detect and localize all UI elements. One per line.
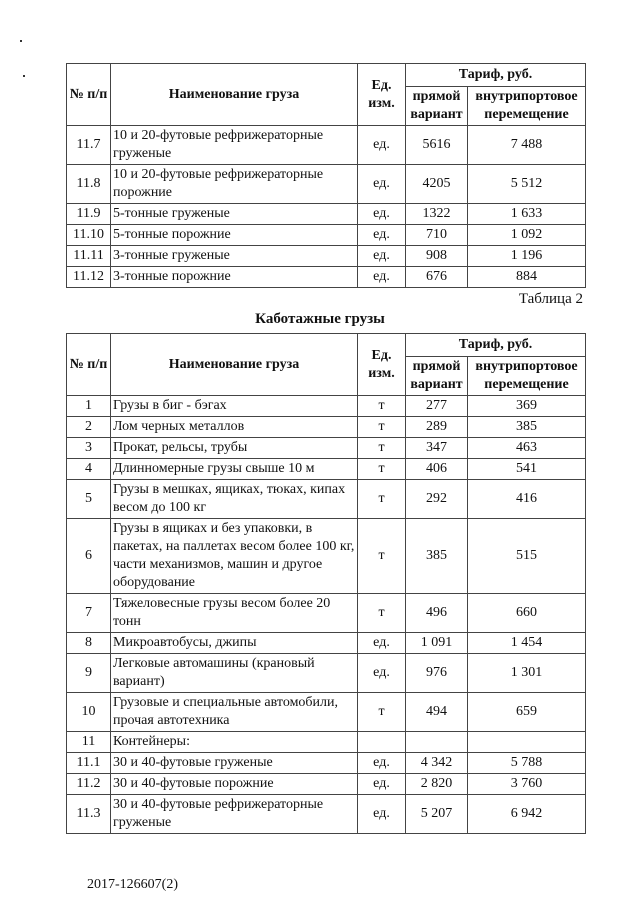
scan-speck <box>23 75 25 77</box>
tariff-direct: 292 <box>406 480 468 519</box>
table-row <box>67 594 586 633</box>
table-row <box>67 693 586 732</box>
table-row <box>67 204 586 225</box>
table-row <box>67 225 586 246</box>
unit: ед. <box>358 246 406 267</box>
unit: т <box>358 519 406 594</box>
tariff-direct: 676 <box>406 267 468 288</box>
row-number: 11.8 <box>67 165 111 204</box>
tariff-direct: 1322 <box>406 204 468 225</box>
row-number: 11.7 <box>67 126 111 165</box>
cargo-name: Микроавтобусы, джипы <box>111 633 358 654</box>
table-row <box>67 633 586 654</box>
tariff-internal: 884 <box>468 267 586 288</box>
cargo-name: Длинномерные грузы свыше 10 м <box>111 459 358 480</box>
tariff-direct: 5616 <box>406 126 468 165</box>
table-row <box>67 267 586 288</box>
tariff-direct: 385 <box>406 519 468 594</box>
row-number: 9 <box>67 654 111 693</box>
table-label: Таблица 2 <box>518 291 583 307</box>
tariff-internal: 5 788 <box>468 753 586 774</box>
unit: ед. <box>358 654 406 693</box>
header-name: Наименование груза <box>111 334 358 396</box>
header-direct: прямой вариант <box>406 87 468 126</box>
cargo-name: 5-тонные груженые <box>111 204 358 225</box>
table-row <box>67 795 586 834</box>
tariff-direct: 277 <box>406 396 468 417</box>
row-number: 11.2 <box>67 774 111 795</box>
table-row <box>67 519 586 594</box>
unit: т <box>358 438 406 459</box>
tariff-internal: 369 <box>468 396 586 417</box>
tariff-table-coastal-cargo <box>66 333 586 834</box>
cargo-name: 30 и 40-футовые рефрижераторные груженые <box>111 795 358 834</box>
unit: ед. <box>358 753 406 774</box>
tariff-direct: 347 <box>406 438 468 459</box>
tariff-internal: 416 <box>468 480 586 519</box>
row-number: 11.12 <box>67 267 111 288</box>
header-internal: внутрипортовое перемещение <box>468 87 586 126</box>
header-tariff: Тариф, руб. <box>406 64 586 87</box>
row-number: 11.3 <box>67 795 111 834</box>
table-row <box>67 774 586 795</box>
row-number: 8 <box>67 633 111 654</box>
row-number: 3 <box>67 438 111 459</box>
tariff-direct: 2 820 <box>406 774 468 795</box>
unit: т <box>358 480 406 519</box>
cargo-name: Легковые автомашины (крановый вариант) <box>111 654 358 693</box>
row-number: 11.9 <box>67 204 111 225</box>
tariff-direct: 406 <box>406 459 468 480</box>
cargo-name: Контейнеры: <box>111 732 358 753</box>
tariff-direct <box>406 732 468 753</box>
row-number: 6 <box>67 519 111 594</box>
unit: ед. <box>358 225 406 246</box>
tariff-internal <box>468 732 586 753</box>
table-row <box>67 753 586 774</box>
unit: ед. <box>358 774 406 795</box>
table-row <box>67 438 586 459</box>
header-num: № п/п <box>67 64 111 126</box>
tariff-internal: 1 454 <box>468 633 586 654</box>
table-row <box>67 480 586 519</box>
unit: ед. <box>358 633 406 654</box>
cargo-name: 30 и 40-футовые груженые <box>111 753 358 774</box>
table-row <box>67 654 586 693</box>
unit: т <box>358 417 406 438</box>
cargo-name: Грузы в мешках, ящиках, тюках, кипах весом до 100 кг <box>111 480 358 519</box>
table-row <box>67 246 586 267</box>
table-row <box>67 165 586 204</box>
tariff-internal: 659 <box>468 693 586 732</box>
unit: ед. <box>358 126 406 165</box>
tariff-internal: 541 <box>468 459 586 480</box>
tariff-internal: 1 633 <box>468 204 586 225</box>
tariff-direct: 4 342 <box>406 753 468 774</box>
tariff-direct: 908 <box>406 246 468 267</box>
tariff-internal: 1 092 <box>468 225 586 246</box>
table-title: Каботажные грузы <box>255 311 385 327</box>
tariff-direct: 289 <box>406 417 468 438</box>
unit: ед. <box>358 165 406 204</box>
row-number: 11.11 <box>67 246 111 267</box>
tariff-direct: 4205 <box>406 165 468 204</box>
unit: т <box>358 693 406 732</box>
cargo-name: 10 и 20-футовые рефрижераторные порожние <box>111 165 358 204</box>
header-unit: Ед. изм. <box>358 334 406 396</box>
cargo-name: Грузовые и специальные автомобили, прочая автотехника <box>111 693 358 732</box>
table-row <box>67 732 586 753</box>
tariff-internal: 1 196 <box>468 246 586 267</box>
row-number: 2 <box>67 417 111 438</box>
tariff-internal: 1 301 <box>468 654 586 693</box>
unit <box>358 732 406 753</box>
tariff-table-containers <box>66 63 586 288</box>
unit: т <box>358 594 406 633</box>
tariff-internal: 515 <box>468 519 586 594</box>
cargo-name: 3-тонные груженые <box>111 246 358 267</box>
table-row <box>67 126 586 165</box>
table-row <box>67 417 586 438</box>
unit: т <box>358 459 406 480</box>
tariff-direct: 494 <box>406 693 468 732</box>
cargo-name: Тяжеловесные грузы весом более 20 тонн <box>111 594 358 633</box>
cargo-name: 10 и 20-футовые рефрижераторные груженые <box>111 126 358 165</box>
row-number: 11 <box>67 732 111 753</box>
tariff-direct: 1 091 <box>406 633 468 654</box>
tariff-direct: 496 <box>406 594 468 633</box>
unit: т <box>358 396 406 417</box>
row-number: 5 <box>67 480 111 519</box>
unit: ед. <box>358 204 406 225</box>
tariff-direct: 5 207 <box>406 795 468 834</box>
cargo-name: 30 и 40-футовые порожние <box>111 774 358 795</box>
tariff-direct: 710 <box>406 225 468 246</box>
row-number: 7 <box>67 594 111 633</box>
tariff-internal: 660 <box>468 594 586 633</box>
header-tariff: Тариф, руб. <box>406 334 586 357</box>
header-direct: прямой вариант <box>406 357 468 396</box>
table-row <box>67 396 586 417</box>
tariff-internal: 5 512 <box>468 165 586 204</box>
tariff-internal: 7 488 <box>468 126 586 165</box>
header-num: № п/п <box>67 334 111 396</box>
row-number: 1 <box>67 396 111 417</box>
unit: ед. <box>358 795 406 834</box>
cargo-name: Грузы в биг - бэгах <box>111 396 358 417</box>
scan-speck <box>20 40 22 42</box>
header-internal: внутрипортовое перемещение <box>468 357 586 396</box>
row-number: 10 <box>67 693 111 732</box>
table-row <box>67 459 586 480</box>
cargo-name: Грузы в ящиках и без упаковки, в пакетах, на паллетах весом более 100 кг, части механизмов, машин и другое оборудование <box>111 519 358 594</box>
unit: ед. <box>358 267 406 288</box>
row-number: 4 <box>67 459 111 480</box>
tariff-internal: 385 <box>468 417 586 438</box>
cargo-name: Прокат, рельсы, трубы <box>111 438 358 459</box>
tariff-internal: 463 <box>468 438 586 459</box>
header-unit: Ед. изм. <box>358 64 406 126</box>
cargo-name: 5-тонные порожние <box>111 225 358 246</box>
tariff-internal: 3 760 <box>468 774 586 795</box>
row-number: 11.10 <box>67 225 111 246</box>
document-number: 2017-126607(2) <box>87 877 178 892</box>
cargo-name: Лом черных металлов <box>111 417 358 438</box>
tariff-direct: 976 <box>406 654 468 693</box>
row-number: 11.1 <box>67 753 111 774</box>
header-name: Наименование груза <box>111 64 358 126</box>
cargo-name: 3-тонные порожние <box>111 267 358 288</box>
tariff-internal: 6 942 <box>468 795 586 834</box>
